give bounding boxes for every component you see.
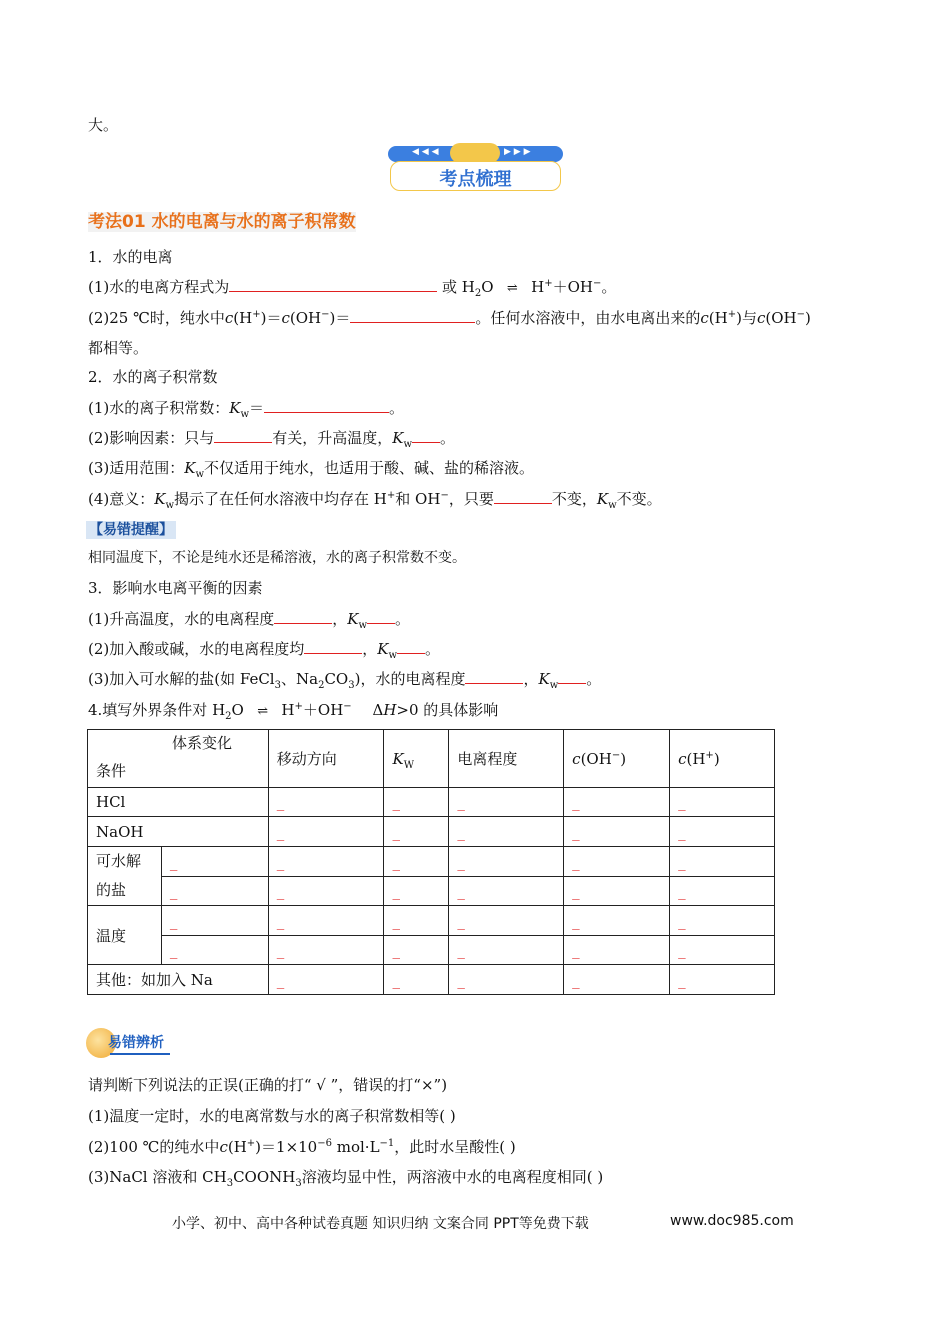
table-cell: _ [384, 906, 449, 936]
table-cell: _ [384, 817, 449, 847]
s2-line1: (1)水的离子积常数：$K_w=$ 。 [88, 399, 405, 420]
table-cell: _ [670, 936, 775, 965]
banner-label: 考点梳理 [439, 169, 512, 190]
table-cell: _ [384, 936, 449, 965]
row-label-hcl: HCl [88, 788, 269, 817]
table-header-row [88, 730, 775, 788]
s2-heading: 2．水的离子积常数 [88, 368, 218, 386]
table-cell: _ [670, 906, 775, 936]
analysis-badge-label: 易错辨析 [108, 1035, 164, 1051]
table-cell: _ [670, 817, 775, 847]
table-corner-cell: 体系变化 条件 [88, 730, 269, 788]
table-cell: _ [268, 788, 384, 817]
table-cell: _ [449, 817, 564, 847]
table-cell: _ [449, 965, 564, 995]
table-cell: _ [564, 788, 670, 817]
table-cell: _ [449, 788, 564, 817]
table-cell: _ [670, 877, 775, 906]
table-row [88, 788, 775, 817]
table-cell: _ [384, 965, 449, 995]
s1-line1: (1)水的电离方程式为 或 $H_2O$ ⇌ H+＋OH−。 [88, 278, 617, 299]
table-cell: _ [268, 877, 384, 906]
footer-text: 小学、初中、高中各种试卷真题 知识归纳 文案合同 PPT等免费下载 [172, 1216, 589, 1232]
table-cell: _ [449, 906, 564, 936]
analysis-badge [86, 1026, 180, 1062]
table-cell: _ [564, 817, 670, 847]
banner-arrows-left: ◀ ◀ ◀ [412, 147, 439, 157]
s2-line2: (2)影响因素：只与 有关，升高温度，$K_w$ 。 [88, 429, 456, 450]
table-cell: _ [670, 788, 775, 817]
judge-q2: (2)100 ℃的纯水中$c(H^+)=1\times 10^{-6}$ $mol\cdot L^{-1}$，此时水呈酸性( ) [88, 1138, 516, 1156]
intro-tail: 大。 [88, 116, 119, 134]
table-row [88, 906, 775, 936]
judge-q1: (1)温度一定时，水的电离常数与水的离子积常数相等( ) [88, 1107, 456, 1125]
table-row [88, 847, 775, 877]
table-cell: _ [449, 847, 564, 877]
table-row [88, 817, 775, 847]
table-cell: _ [268, 847, 384, 877]
judge-intro: 请判断下列说法的正误(正确的打“ √ ”，错误的打“×”) [88, 1076, 448, 1094]
header-kw: $K_W$ [384, 730, 449, 788]
table-cell: _ [161, 936, 268, 965]
table-cell: _ [384, 847, 449, 877]
table-cell: _ [564, 906, 670, 936]
row-label-salt: 可水解的盐 [88, 847, 162, 906]
header-c-h: c(H+) [670, 730, 775, 788]
equilibrium-arrow: ⇌ [257, 704, 269, 719]
table-cell: _ [384, 788, 449, 817]
table-cell: _ [564, 877, 670, 906]
s4-heading: 4.填写外界条件对 $H_2O$ ⇌ H+＋OH− ΔH>0 的具体影响 [88, 701, 499, 722]
s3-line3: (3)加入可水解的盐(如 FeCl$_3$、$Na_2CO_3$)，水的电离程度 ，$K_w$ 。 [88, 670, 602, 691]
s1-line2: (2)25 ℃时，纯水中c(H+)＝c(OH−)＝ 。任何水溶液中，由水电离出来的c(H+)与c(OH−) [88, 309, 811, 327]
row-label-temp: 温度 [88, 906, 162, 965]
table-cell: _ [670, 965, 775, 995]
table-cell: _ [268, 965, 384, 995]
table-row [88, 965, 775, 995]
table-cell: _ [449, 877, 564, 906]
table-cell: _ [564, 936, 670, 965]
table-cell: _ [670, 847, 775, 877]
s3-line2: (2)加入酸或碱，水的电离程度均 ，$K_w$ 。 [88, 640, 441, 661]
section-title: 考法01 水的电离与水的离子积常数 [88, 212, 356, 232]
table-cell: _ [449, 936, 564, 965]
s2-line4: (4)意义：$K_w$揭示了在任何水溶液中均存在 H+和 OH−，只要 不变，$K_w$不变。 [88, 490, 662, 511]
header-c-oh: c(OH−) [564, 730, 670, 788]
tip-label: 【易错提醒】 [86, 519, 176, 539]
s1-line3: 都相等。 [88, 339, 149, 357]
s3-line1: (1)升高温度，水的电离程度 ，$K_w$ 。 [88, 610, 411, 631]
table-cell: _ [161, 906, 268, 936]
effects-table [87, 729, 775, 995]
tip-text: 相同温度下，不论是纯水还是稀溶液，水的离子积常数不变。 [88, 550, 466, 566]
row-label-other: 其他：如加入 Na [88, 965, 269, 995]
table-cell: _ [268, 817, 384, 847]
s1-heading: 1．水的电离 [88, 248, 173, 266]
row-label-naoh: NaOH [88, 817, 269, 847]
equilibrium-arrow: ⇌ [506, 281, 518, 296]
s3-heading: 3．影响水电离平衡的因素 [88, 579, 263, 597]
header-direction: 移动方向 [268, 730, 384, 788]
table-cell: _ [268, 936, 384, 965]
table-row [88, 936, 775, 965]
table-row [88, 877, 775, 906]
table-cell: _ [161, 877, 268, 906]
table-cell: _ [268, 906, 384, 936]
table-cell: _ [564, 965, 670, 995]
header-degree: 电离程度 [449, 730, 564, 788]
s2-line3: (3)适用范围：$K_w$不仅适用于纯水，也适用于酸、碱、盐的稀溶液。 [88, 459, 535, 480]
table-cell: _ [384, 877, 449, 906]
table-cell: _ [161, 847, 268, 877]
banner-arrows-right: ▶ ▶ ▶ [504, 147, 531, 157]
section-banner [388, 143, 563, 191]
table-cell: _ [564, 847, 670, 877]
footer-site-link[interactable]: www.doc985.com [670, 1213, 794, 1229]
judge-q3: (3)NaCl 溶液和 $CH_3COONH_3$溶液均显中性，两溶液中水的电离程度相同( ) [88, 1168, 604, 1189]
